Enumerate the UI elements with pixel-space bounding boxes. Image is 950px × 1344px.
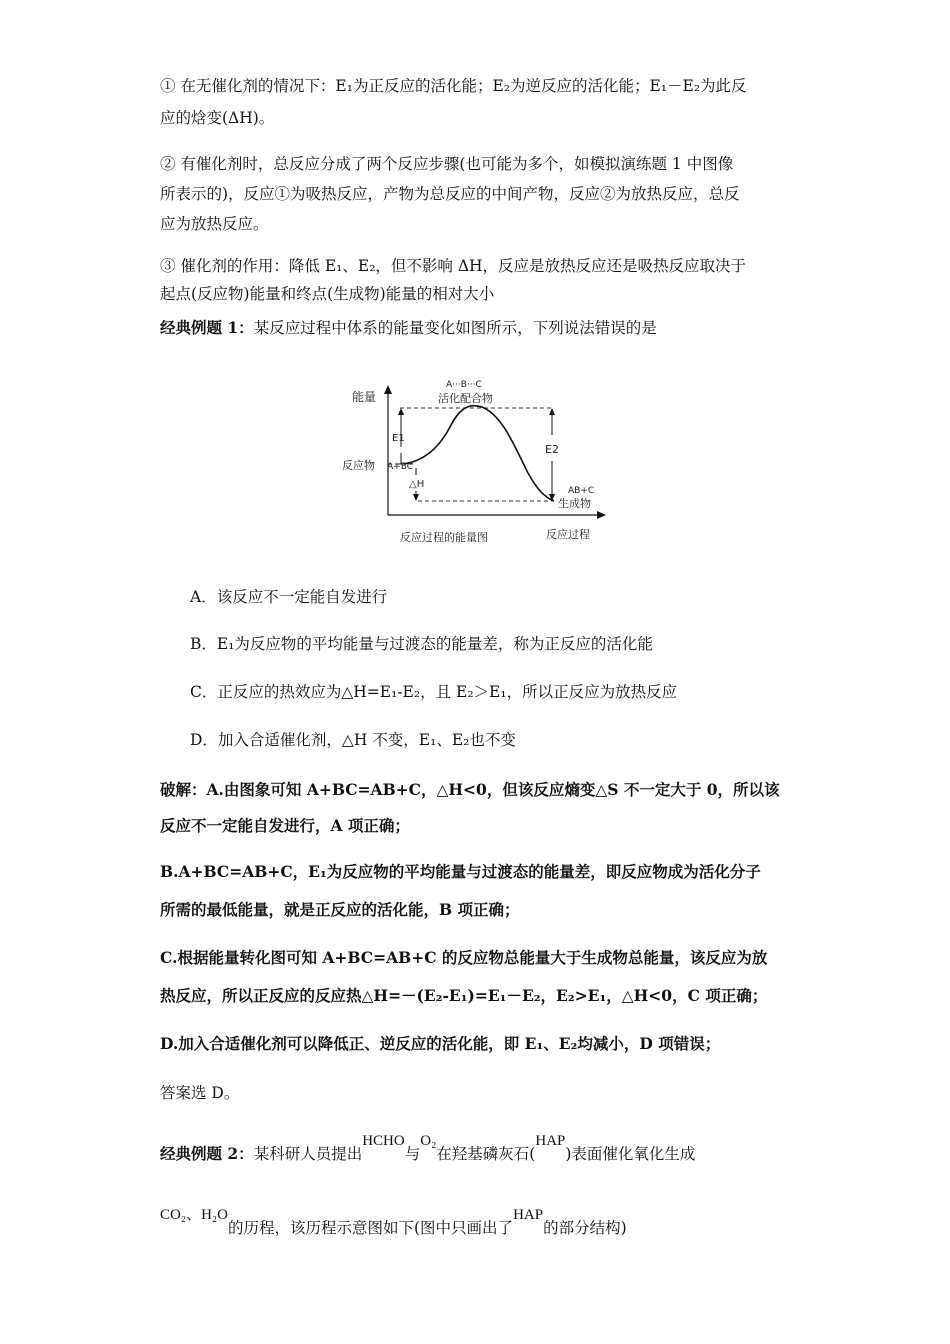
formula-co2: CO₂ (160, 1207, 187, 1223)
solution-c-line-1: C.根据能量转化图可知 A+BC=AB+C 的反应物总能量大于生成物总能量，该反应为放 (160, 948, 768, 967)
reactant-label: 反应物 (342, 459, 375, 472)
product-formula: AB+C (568, 486, 595, 496)
formula-h2o: H₂O (201, 1207, 228, 1223)
note-1-line-1: ① 在无催化剂的情况下：E₁为正反应的活化能；E₂为逆反应的活化能；E₁－E₂为此反 (160, 77, 747, 95)
complex-label: 活化配合物 (438, 392, 493, 405)
option-b: B．E₁为反应物的平均能量与过渡态的能量差，称为正反应的活化能 (190, 635, 653, 653)
example-2-text-2: 与 (404, 1145, 421, 1163)
solution-c-line-2: 热反应，所以正反应的反应热△H=－(E₂-E₁)=E₁－E₂，E₂>E₁，△H<0，C 项正确； (160, 986, 768, 1005)
e2-arrow-head-icon (549, 408, 555, 415)
solution-a-line-2: 反应不一定能自发进行，A 项正确； (160, 816, 410, 835)
note-2-line-3: 应为放热反应。 (160, 215, 269, 233)
energy-curve (404, 406, 554, 501)
example-1-question: 某反应过程中体系的能量变化如图所示，下列说法错误的是 (253, 319, 657, 337)
option-a: A．该反应不一定能自发进行 (190, 588, 388, 606)
example-2-text-3: 在羟基磷灰石( (436, 1145, 536, 1163)
delta-h-arrow-head-icon (413, 494, 419, 501)
formula-hcho: HCHO (362, 1133, 405, 1149)
e2-arrow-foot-icon (549, 494, 555, 501)
option-c: C．正反应的热效应为△H=E₁-E₂，且 E₂＞E₁，所以正反应为放热反应 (190, 683, 678, 701)
solution-d-line: D.加入合适催化剂可以降低正、逆反应的活化能，即 E₁、E₂均减小，D 项错误； (160, 1034, 721, 1053)
solution-b-line-1: B.A+BC=AB+C，E₁为反应物的平均能量与过渡态的能量差，即反应物成为活化分子 (160, 862, 761, 881)
x-axis-label: 反应过程 (546, 528, 590, 541)
delta-h-label: △H (409, 479, 425, 490)
example-1-heading (160, 312, 792, 344)
solution-b-line-2: 所需的最低能量，就是正反应的活化能，B 项正确； (160, 900, 520, 919)
option-d: D．加入合适催化剂，△H 不变，E₁、E₂也不变 (190, 731, 516, 749)
formula-hap: HAP (535, 1133, 566, 1149)
product-label: 生成物 (558, 497, 591, 510)
complex-formula: A···B···C (446, 380, 482, 390)
example-2-text-6: 的部分结构) (543, 1219, 627, 1237)
note-3-line-2: 起点(反应物)能量和终点(生成物)能量的相对大小 (160, 285, 495, 303)
formula-separator: 、 (186, 1207, 202, 1223)
formula-o2: O₂ (420, 1133, 437, 1149)
y-axis-label: 能量 (352, 390, 377, 404)
solution-a-line-1: 破解：A.由图象可知 A+BC=AB+C，△H<0，但该反应熵变△S 不一定大于 0，所以该 (160, 780, 780, 799)
example-2-label: 经典例题 2： (160, 1144, 254, 1163)
note-2-line-2: 所表示的)，反应①为吸热反应，产物为总反应的中间产物，反应②为放热反应，总反 (160, 185, 740, 203)
example-2-text-4: )表面催化氧化生成 (565, 1145, 696, 1163)
example-2-line-2 (160, 1207, 792, 1245)
note-2-line-1: ② 有催化剂时，总反应分成了两个反应步骤(也可能为多个，如模拟演练题 1 中图像 (160, 155, 734, 173)
answer-line: 答案选 D。 (160, 1084, 240, 1102)
example-2-line-1 (160, 1133, 792, 1171)
e2-label: E2 (545, 443, 559, 456)
x-axis-arrow-icon (597, 511, 606, 519)
example-1-label: 经典例题 1： (160, 318, 254, 337)
example-2-text-5: 的历程，该历程示意图如下(图中只画出了 (228, 1219, 514, 1237)
reactant-formula: A+BC (387, 462, 413, 472)
note-1-line-2: 应的焓变(ΔH)。 (160, 109, 275, 127)
note-3-line-1: ③ 催化剂的作用：降低 E₁、E₂，但不影响 ΔH，反应是放热反应还是吸热反应取决于 (160, 257, 747, 275)
e1-arrow-head-icon (398, 408, 404, 415)
example-2-text-1: 某科研人员提出 (253, 1145, 363, 1163)
e1-label: E1 (392, 433, 405, 444)
formula-hap-2: HAP (513, 1207, 544, 1223)
energy-diagram (342, 375, 612, 550)
figure-caption: 反应过程的能量图 (400, 531, 488, 544)
y-axis-arrow-icon (384, 385, 392, 394)
